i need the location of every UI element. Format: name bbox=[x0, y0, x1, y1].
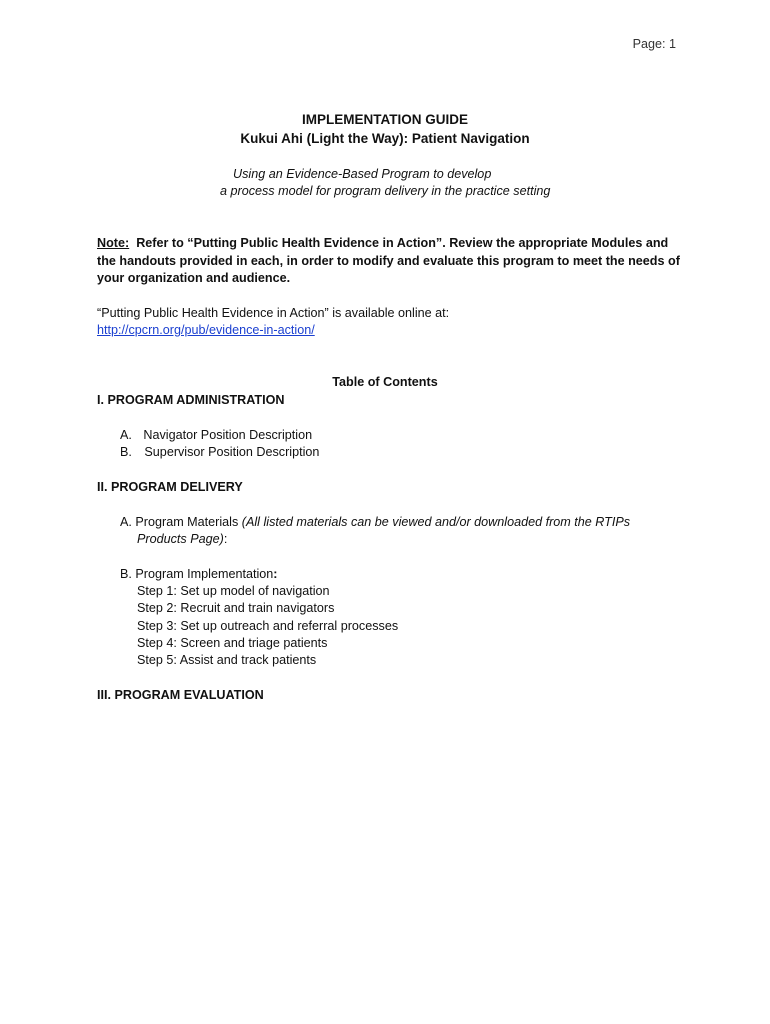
implementation-step: Step 5: Assist and track patients bbox=[137, 653, 317, 667]
program-materials-colon: : bbox=[223, 532, 228, 546]
note-text: Refer to “Putting Public Health Evidence in Action”. Review the appropriate Modules and the handouts provided in each, in order to modify and evaluate this program to meet the needs of your organization and audience. bbox=[97, 236, 680, 285]
page-number: Page: 1 bbox=[632, 37, 676, 51]
document-subtitle-program: Kukui Ahi (Light the Way): Patient Navigation bbox=[240, 131, 530, 146]
program-implementation-label: B. Program Implementation bbox=[120, 567, 274, 581]
note-block bbox=[97, 235, 687, 288]
section-1-heading: I. PROGRAM ADMINISTRATION bbox=[97, 393, 285, 407]
implementation-step: Step 4: Screen and triage patients bbox=[137, 636, 328, 650]
document-title: IMPLEMENTATION GUIDE bbox=[302, 112, 468, 127]
toc-item bbox=[120, 428, 312, 442]
toc-item-marker: B. bbox=[120, 445, 132, 459]
toc-item-label: Navigator Position Description bbox=[143, 428, 313, 442]
program-materials-label: A. Program Materials bbox=[120, 515, 242, 529]
note-label: Note: bbox=[97, 236, 130, 250]
toc-item-marker: A. bbox=[120, 428, 132, 442]
toc-item bbox=[120, 445, 319, 459]
section-2-heading: II. PROGRAM DELIVERY bbox=[97, 480, 243, 494]
program-implementation-colon: : bbox=[273, 567, 278, 581]
subtitle-line-2: a process model for program delivery in the practice setting bbox=[220, 184, 551, 198]
implementation-step: Step 3: Set up outreach and referral processes bbox=[137, 619, 399, 633]
implementation-step: Step 2: Recruit and train navigators bbox=[137, 601, 335, 615]
program-materials-note-cont: Products Page) bbox=[137, 532, 224, 546]
toc-heading: Table of Contents bbox=[332, 375, 438, 389]
section-3-heading: III. PROGRAM EVALUATION bbox=[97, 688, 264, 702]
evidence-in-action-link[interactable]: http://cpcrn.org/pub/evidence-in-action/ bbox=[97, 323, 315, 337]
program-materials-line bbox=[120, 515, 630, 529]
program-implementation-line bbox=[120, 567, 278, 581]
toc-item-label: Supervisor Position Description bbox=[144, 445, 320, 459]
program-materials-line-2 bbox=[137, 532, 227, 546]
online-availability-text: “Putting Public Health Evidence in Action” is available online at: bbox=[97, 306, 450, 320]
implementation-step: Step 1: Set up model of navigation bbox=[137, 584, 330, 598]
subtitle-line-1: Using an Evidence-Based Program to develop bbox=[233, 167, 492, 181]
program-materials-note: (All listed materials can be viewed and/or downloaded from the RTIPs bbox=[241, 515, 631, 529]
